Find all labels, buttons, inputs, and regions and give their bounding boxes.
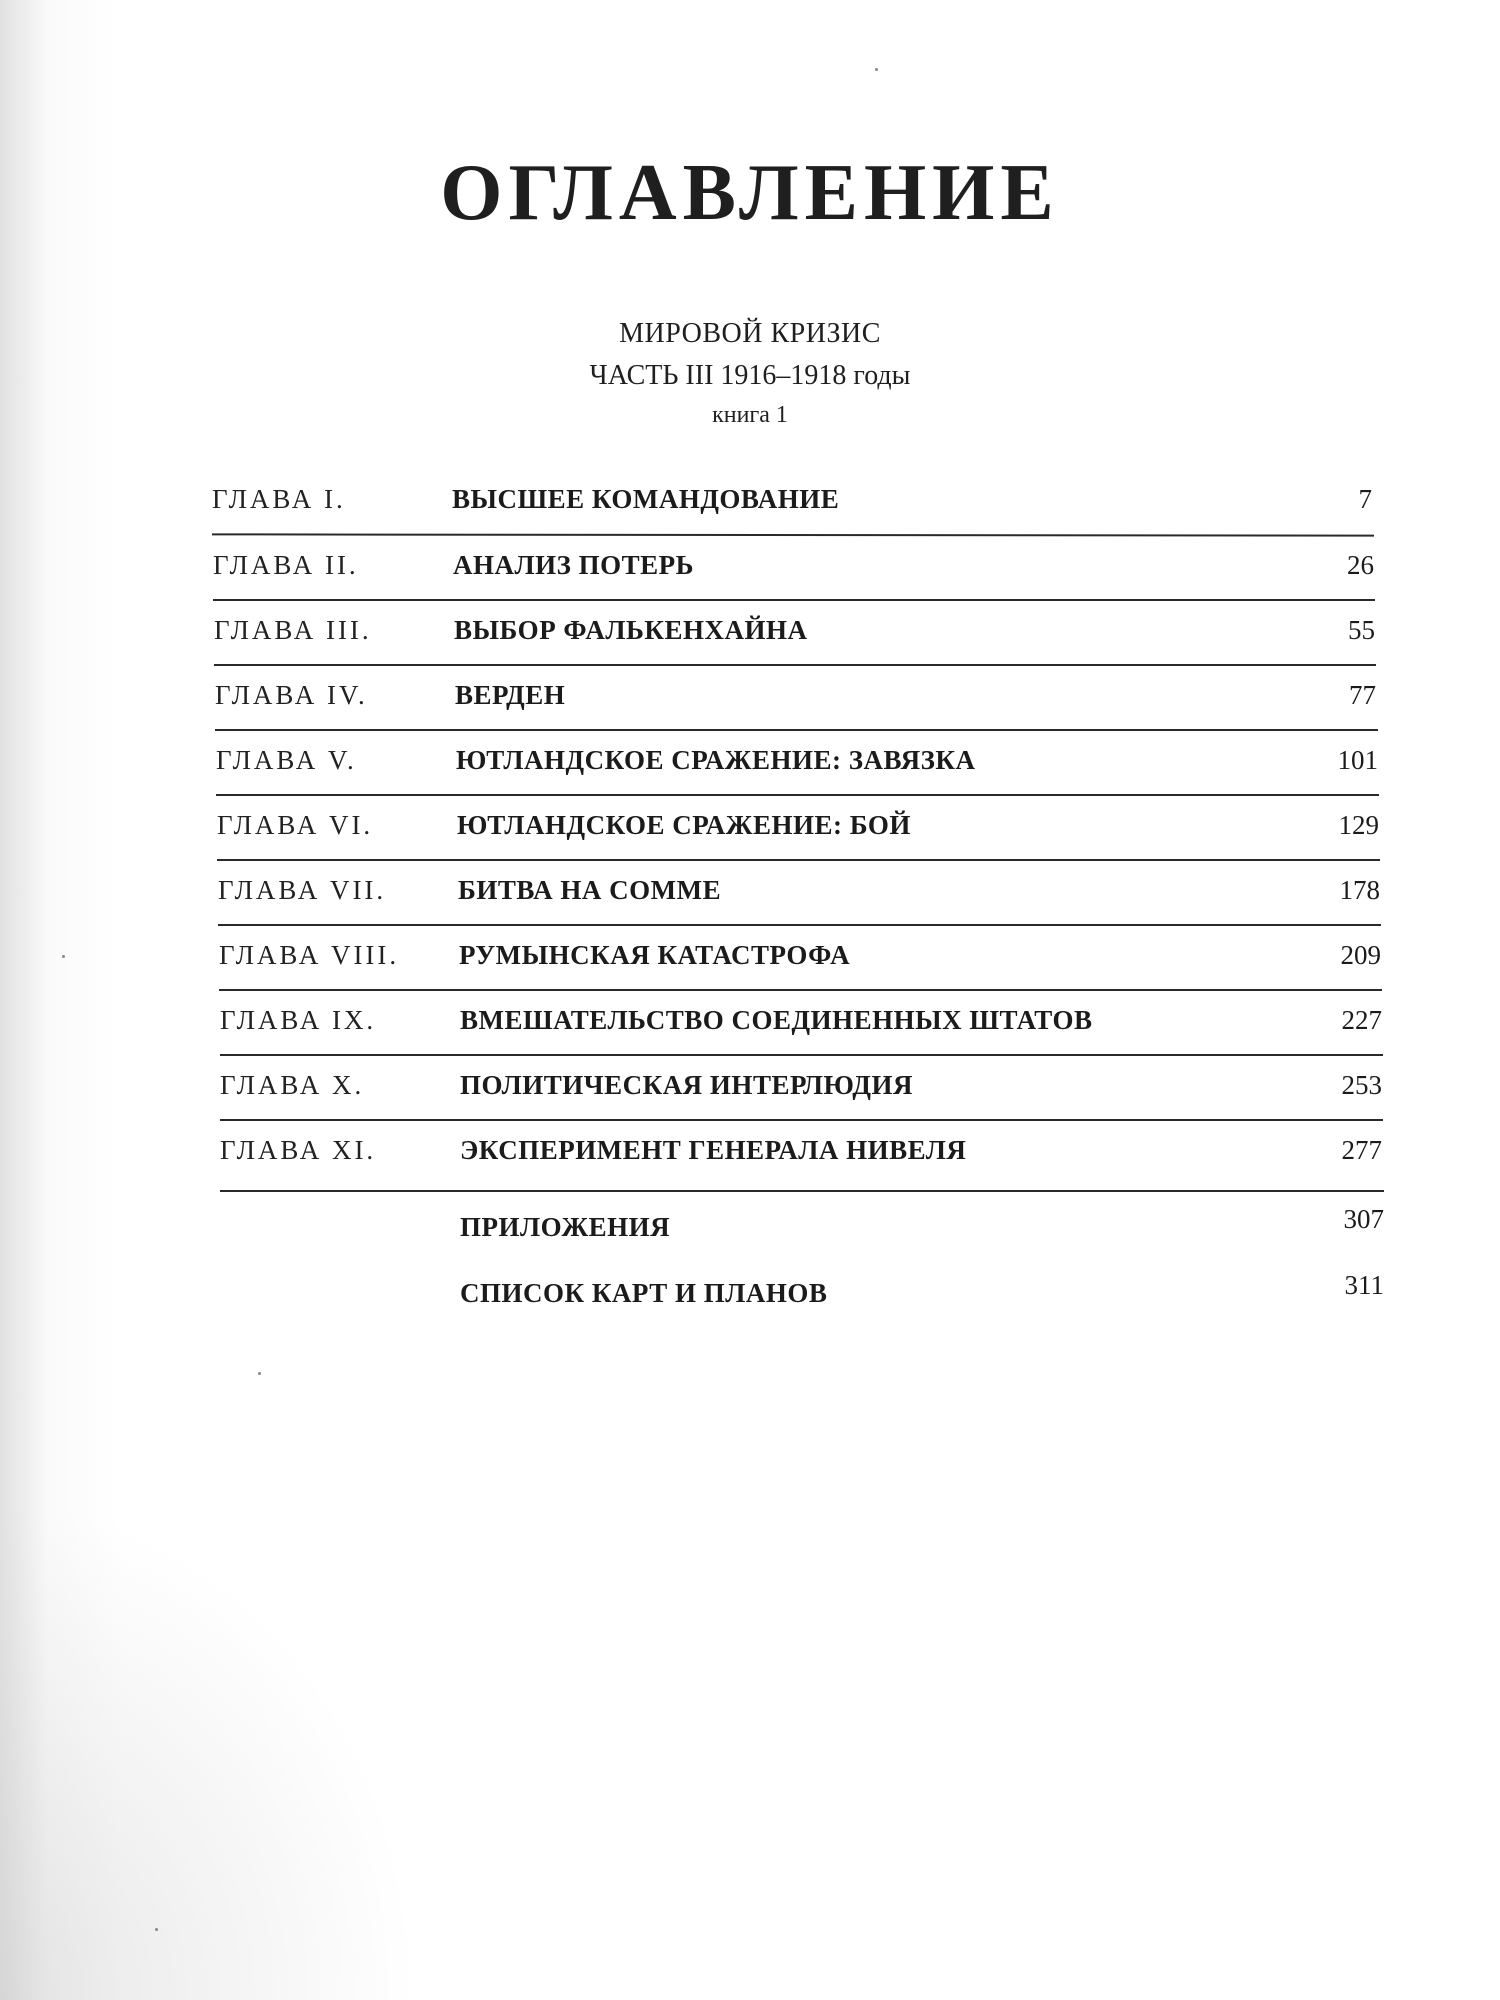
row-divider xyxy=(218,924,1381,926)
toc-row-chapter-3[interactable] xyxy=(214,615,1375,655)
chapter-label: ГЛАВА IX. xyxy=(220,1005,377,1035)
chapter-title: ЮТЛАНДСКОЕ СРАЖЕНИЕ: БОЙ xyxy=(457,810,911,840)
toc-row-chapter-9[interactable] xyxy=(220,1005,1382,1045)
chapter-title: ВЫБОР ФАЛЬКЕНХАЙНА xyxy=(454,615,808,645)
chapter-label: ГЛАВА X. xyxy=(220,1070,365,1100)
toc-row-chapter-1[interactable] xyxy=(212,484,1372,524)
toc-row-chapter-8[interactable] xyxy=(219,940,1381,980)
chapter-page: 178 xyxy=(1339,875,1380,905)
chapter-label: ГЛАВА V. xyxy=(216,745,357,775)
chapter-title: РУМЫНСКАЯ КАТАСТРОФА xyxy=(459,940,851,970)
toc-row-chapter-4[interactable] xyxy=(215,680,1376,720)
chapter-page: 7 xyxy=(1358,484,1372,514)
book-number: книга 1 xyxy=(712,402,788,428)
toc-row-chapter-10[interactable] xyxy=(220,1070,1382,1110)
row-divider xyxy=(220,1190,1384,1192)
row-divider xyxy=(215,729,1378,731)
page-title: ОГЛАВЛЕНИЕ xyxy=(440,149,1060,237)
chapter-page: 26 xyxy=(1347,550,1374,580)
chapter-page: 129 xyxy=(1338,810,1379,840)
row-divider xyxy=(219,989,1382,991)
row-divider xyxy=(217,859,1380,861)
series-title: МИРОВОЙ КРИЗИС xyxy=(619,318,881,349)
chapter-label: ГЛАВА VI. xyxy=(217,810,374,840)
chapter-page: 253 xyxy=(1341,1070,1382,1100)
chapter-label: ГЛАВА VII. xyxy=(218,875,387,905)
chapter-page: 227 xyxy=(1341,1005,1382,1035)
extra-page: 311 xyxy=(1344,1270,1384,1300)
toc-row-appendices[interactable] xyxy=(460,1204,1384,1252)
part-title: ЧАСТЬ III 1916–1918 годы xyxy=(589,360,911,391)
chapter-page: 55 xyxy=(1348,615,1375,645)
toc-row-chapter-6[interactable] xyxy=(217,810,1379,850)
chapter-title: ВМЕШАТЕЛЬСТВО СОЕДИНЕННЫХ ШТАТОВ xyxy=(460,1005,1093,1035)
row-divider xyxy=(216,794,1379,796)
toc-row-chapter-7[interactable] xyxy=(218,875,1380,915)
toc-row-chapter-5[interactable] xyxy=(216,745,1378,785)
scan-speck xyxy=(875,68,878,71)
extra-title: ПРИЛОЖЕНИЯ xyxy=(460,1212,671,1242)
row-divider xyxy=(212,533,1374,536)
extra-title: СПИСОК КАРТ И ПЛАНОВ xyxy=(460,1278,828,1308)
chapter-label: ГЛАВА II. xyxy=(213,550,359,580)
chapter-title: ВЫСШЕЕ КОМАНДОВАНИЕ xyxy=(452,484,840,514)
chapter-title: ВЕРДЕН xyxy=(455,680,566,710)
chapter-page: 77 xyxy=(1349,680,1376,710)
toc-row-chapter-11[interactable] xyxy=(220,1135,1382,1175)
toc-row-chapter-2[interactable] xyxy=(213,550,1374,590)
scan-speck xyxy=(62,955,65,958)
chapter-title: БИТВА НА СОММЕ xyxy=(458,875,722,905)
toc-row-maps-list[interactable] xyxy=(460,1270,1384,1318)
chapter-label: ГЛАВА I. xyxy=(212,484,346,514)
extra-page: 307 xyxy=(1343,1204,1384,1234)
chapter-page: 209 xyxy=(1340,940,1381,970)
chapter-label: ГЛАВА III. xyxy=(214,615,372,645)
row-divider xyxy=(220,1054,1383,1056)
chapter-label: ГЛАВА XI. xyxy=(220,1135,377,1165)
chapter-label: ГЛАВА VIII. xyxy=(219,940,400,970)
chapter-title: ЭКСПЕРИМЕНТ ГЕНЕРАЛА НИВЕЛЯ xyxy=(460,1135,967,1165)
row-divider xyxy=(214,664,1376,666)
chapter-page: 277 xyxy=(1341,1135,1382,1165)
chapter-page: 101 xyxy=(1337,745,1378,775)
row-divider xyxy=(213,599,1375,601)
chapter-title: ЮТЛАНДСКОЕ СРАЖЕНИЕ: ЗАВЯЗКА xyxy=(456,745,976,775)
chapter-title: ПОЛИТИЧЕСКАЯ ИНТЕРЛЮДИЯ xyxy=(460,1070,913,1100)
chapter-title: АНАЛИЗ ПОТЕРЬ xyxy=(453,550,694,580)
row-divider xyxy=(220,1119,1383,1121)
scan-speck xyxy=(155,1928,158,1931)
scan-speck xyxy=(258,1372,261,1375)
chapter-label: ГЛАВА IV. xyxy=(215,680,368,710)
